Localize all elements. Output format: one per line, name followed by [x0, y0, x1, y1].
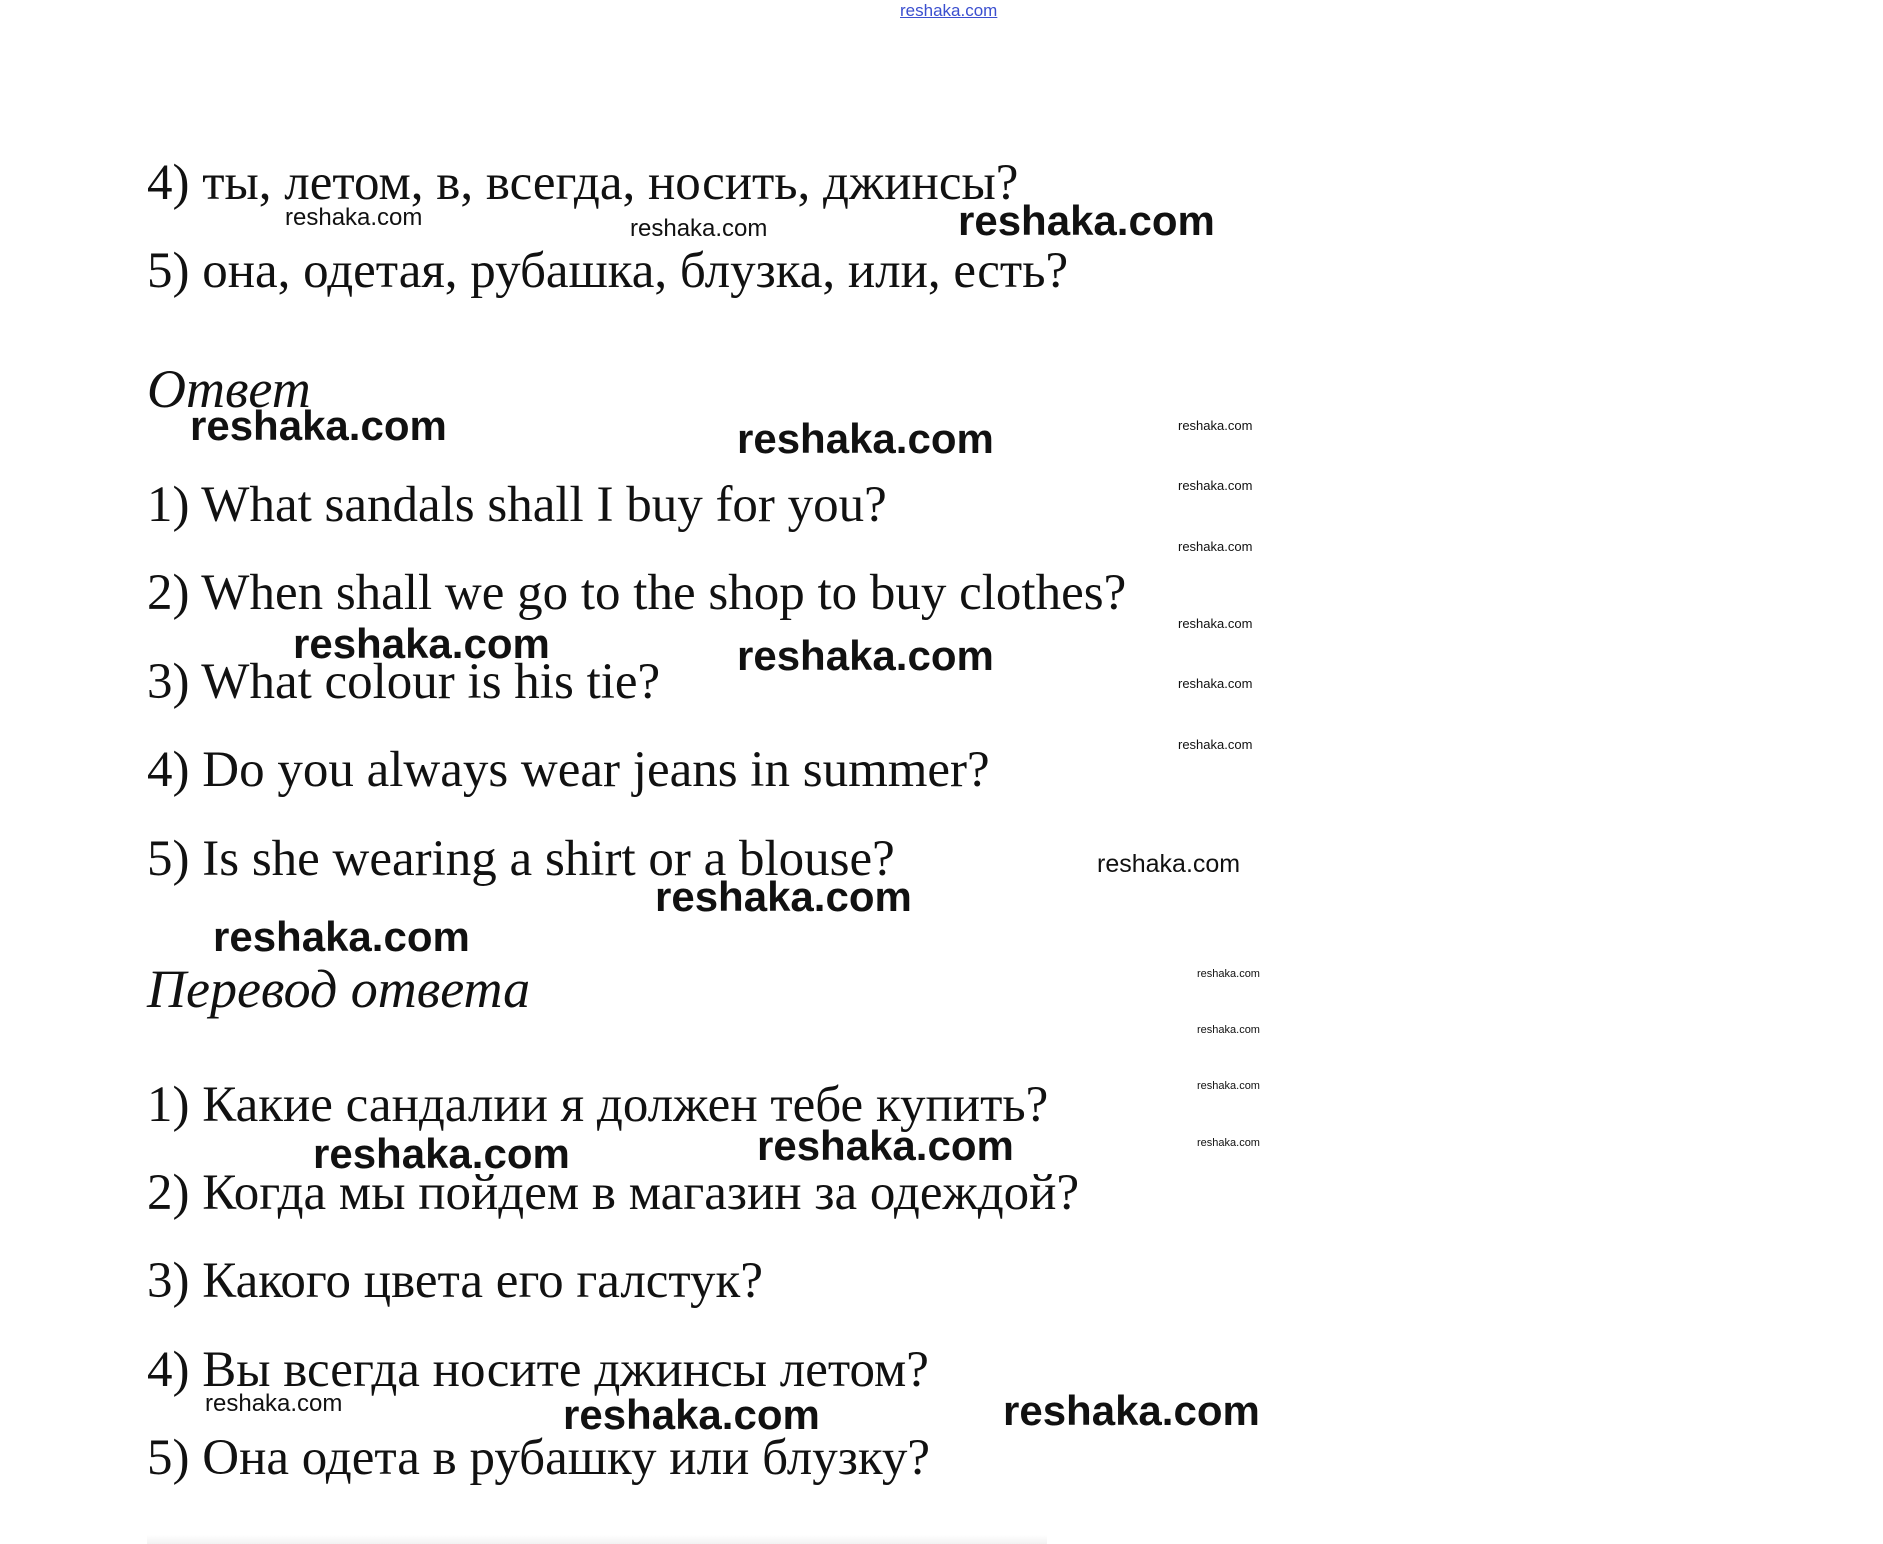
- translation-item-4: 4) Вы всегда носите джинсы летом?: [147, 1342, 929, 1398]
- watermark: reshaka.com: [313, 1130, 570, 1177]
- watermark: reshaka.com: [1178, 418, 1253, 433]
- watermark: reshaka.com: [958, 197, 1215, 244]
- answer-item-3: 3) What colour is his tie?: [147, 654, 661, 710]
- translation-item-5: 5) Она одета в рубашку или блузку?: [147, 1430, 931, 1486]
- watermark: reshaka.com: [655, 873, 912, 920]
- watermark: reshaka.com: [1197, 968, 1260, 980]
- watermark: reshaka.com: [213, 913, 470, 960]
- translation-heading: Перевод ответа: [147, 959, 531, 1019]
- watermark: reshaka.com: [1178, 539, 1253, 554]
- watermark: reshaka.com: [1003, 1387, 1260, 1434]
- answer-item-2: 2) When shall we go to the shop to buy clothes?: [147, 565, 1127, 621]
- watermark: reshaka.com: [1178, 478, 1253, 493]
- watermark: reshaka.com: [1197, 1024, 1260, 1036]
- watermark: reshaka.com: [1197, 1080, 1260, 1092]
- watermark: reshaka.com: [293, 620, 550, 667]
- watermark: reshaka.com: [285, 204, 423, 231]
- watermark: reshaka.com: [1097, 850, 1241, 878]
- watermark: reshaka.com: [737, 415, 994, 462]
- watermark: reshaka.com: [737, 632, 994, 679]
- header-watermark[interactable]: reshaka.com: [900, 1, 998, 20]
- answer-heading: Ответ: [147, 359, 311, 419]
- watermark: reshaka.com: [757, 1122, 1014, 1169]
- answer-item-5: 5) Is she wearing a shirt or a blouse?: [147, 831, 895, 887]
- watermark: reshaka.com: [190, 402, 447, 449]
- answer-item-1: 1) What sandals shall I buy for you?: [147, 477, 887, 533]
- translation-item-1: 1) Какие сандалии я должен тебе купить?: [147, 1077, 1049, 1133]
- watermark: reshaka.com: [1178, 616, 1253, 631]
- page-bottom-edge: [147, 1535, 1047, 1544]
- question-5: 5) она, одетая, рубашка, блузка, или, есть?: [147, 243, 1069, 299]
- translation-item-3: 3) Какого цвета его галстук?: [147, 1253, 763, 1309]
- watermark: reshaka.com: [205, 1390, 343, 1417]
- watermark: reshaka.com: [630, 215, 768, 242]
- watermark: reshaka.com: [563, 1391, 820, 1438]
- watermark: reshaka.com: [1178, 737, 1253, 752]
- watermark: reshaka.com: [1178, 676, 1253, 691]
- question-4: 4) ты, летом, в, всегда, носить, джинсы?: [147, 155, 1019, 211]
- answer-item-4: 4) Do you always wear jeans in summer?: [147, 742, 990, 798]
- translation-item-2: 2) Когда мы пойдем в магазин за одеждой?: [147, 1165, 1080, 1221]
- watermark: reshaka.com: [1197, 1137, 1260, 1149]
